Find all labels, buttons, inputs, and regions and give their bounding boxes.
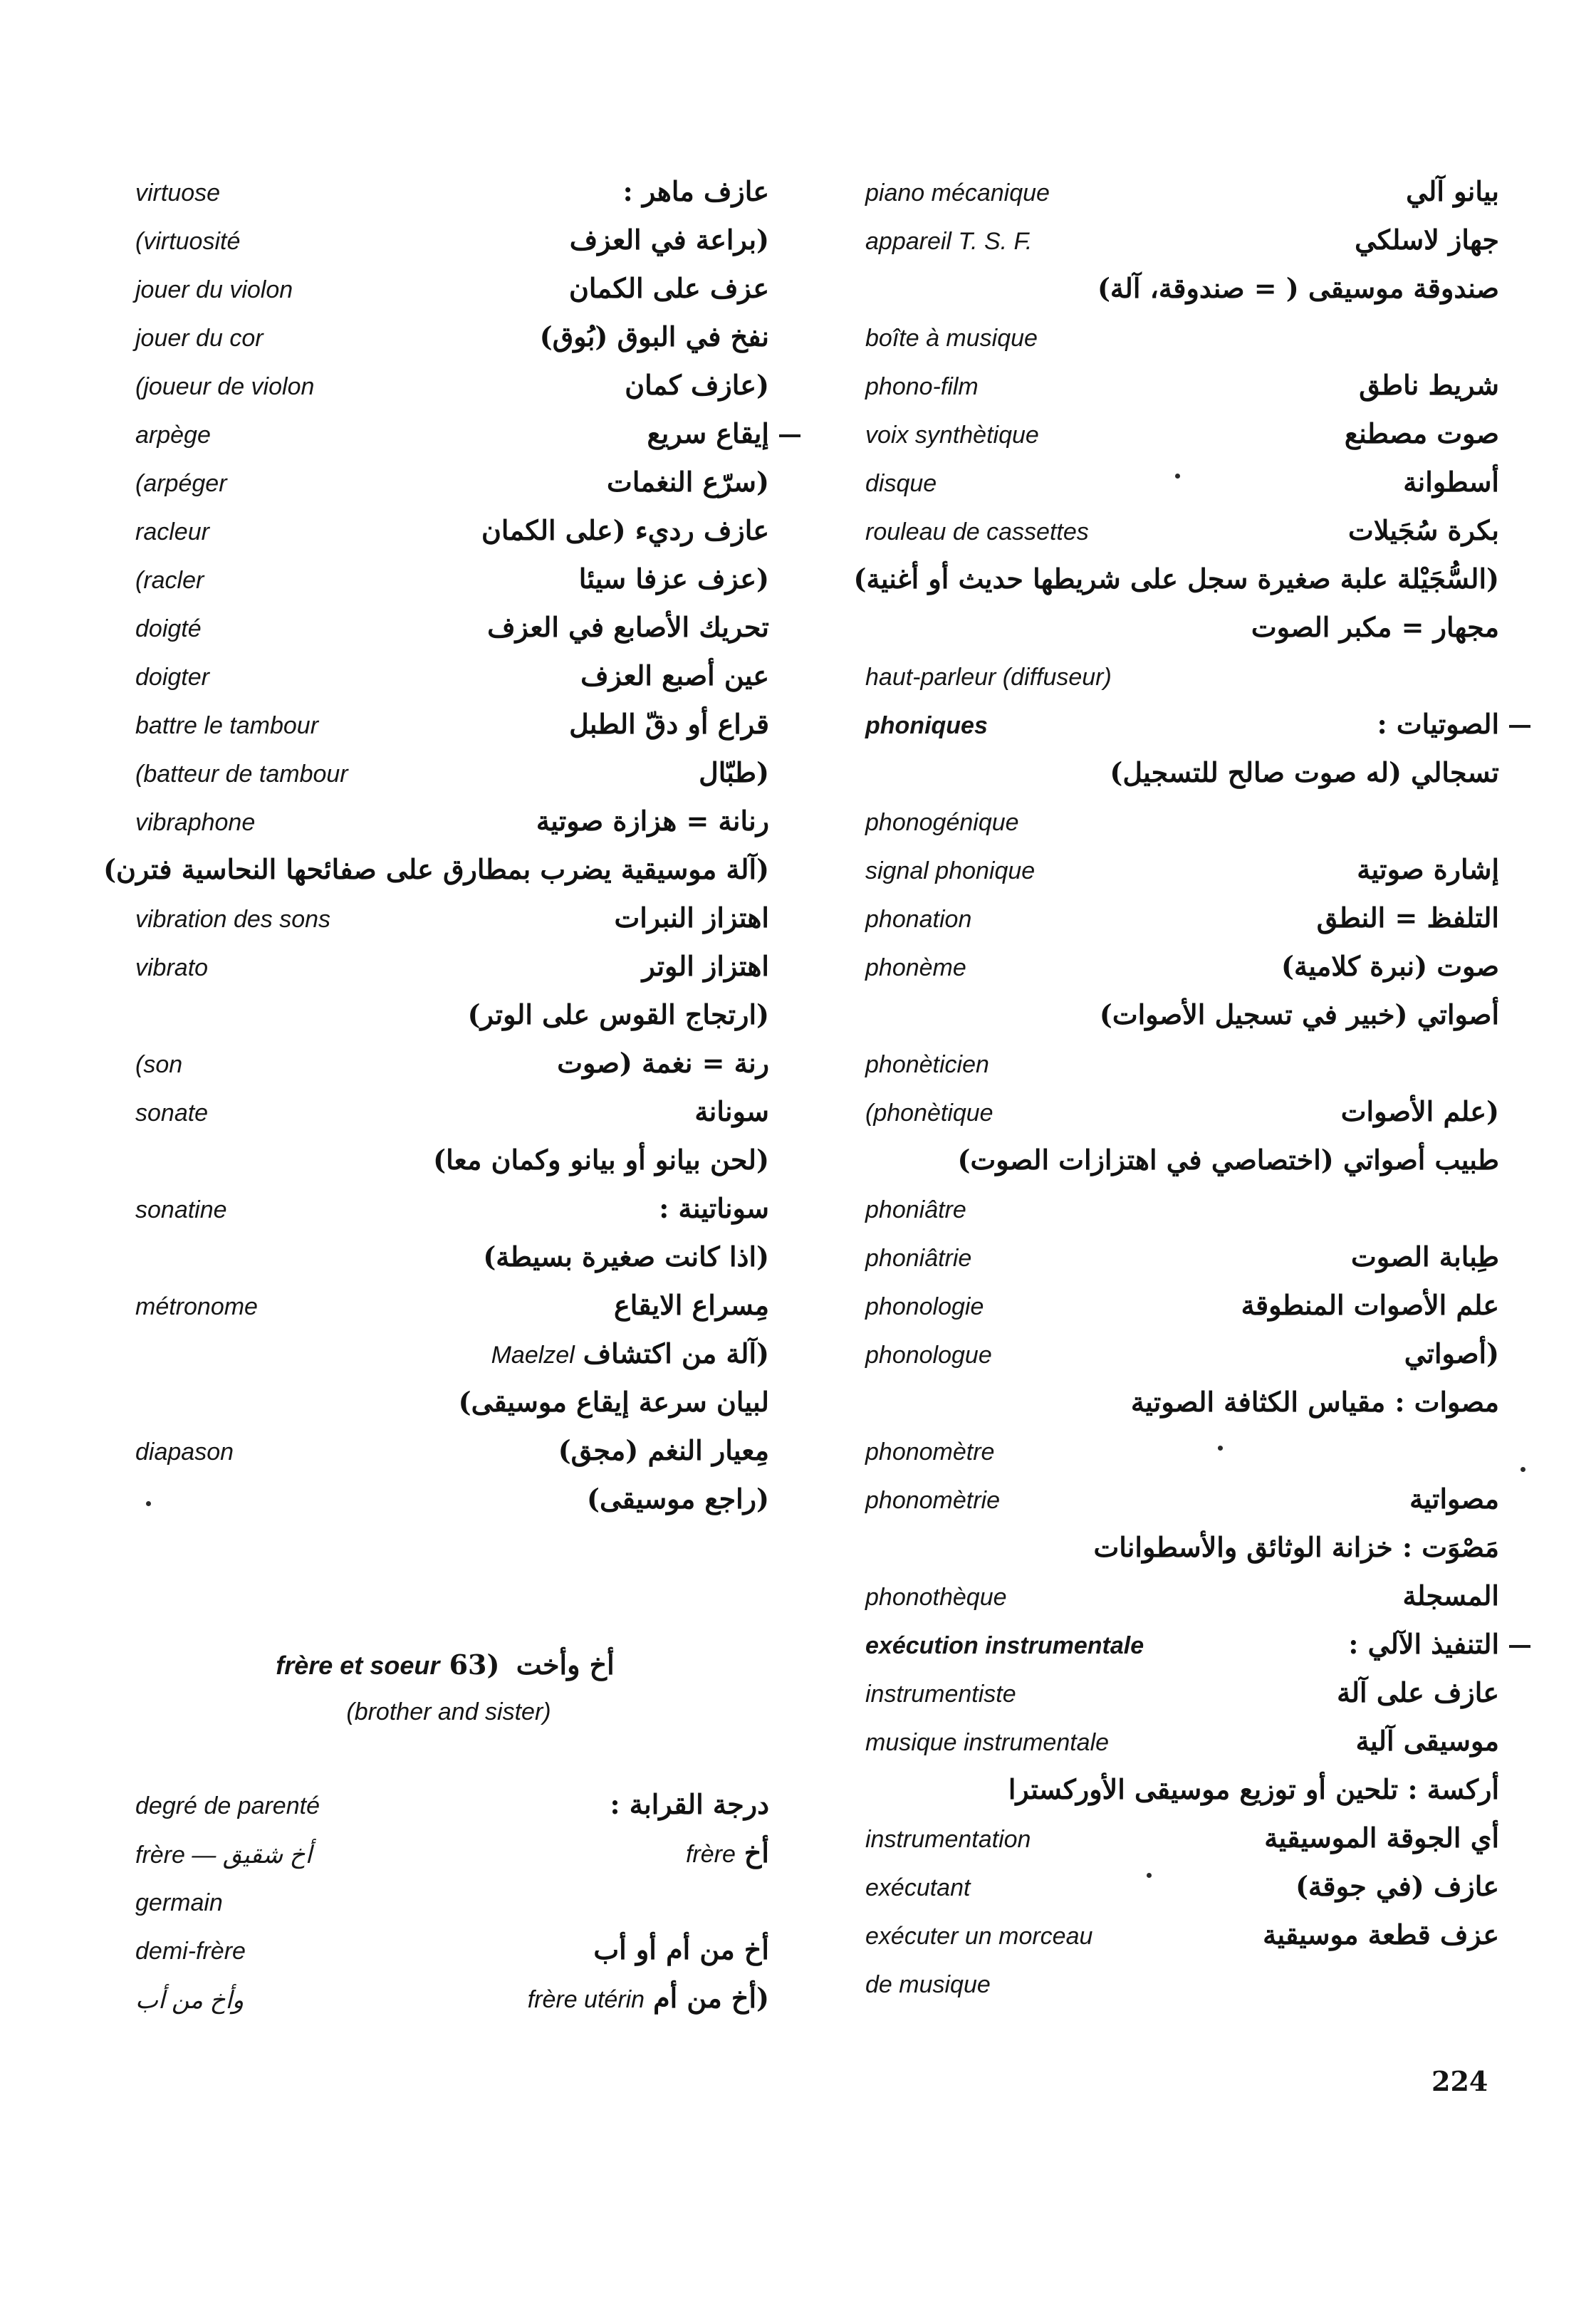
arabic-text: درجة القرابة :: [610, 1788, 769, 1820]
arabic-term: [958, 1144, 1499, 1176]
entry-row: [858, 994, 1499, 1043]
arabic-term: [614, 1289, 769, 1321]
entry-row: [853, 558, 1499, 607]
entry-row: [128, 994, 769, 1043]
entry-row: [858, 316, 1499, 365]
entry-row: [128, 1929, 769, 1978]
entry-row: [128, 1382, 769, 1430]
french-term: musique instrumentale: [865, 1729, 1110, 1756]
arabic-term: [570, 224, 769, 256]
arabic-term: [610, 1788, 769, 1820]
left-column: [103, 171, 769, 1527]
arabic-term: [569, 272, 769, 304]
entry-row: [128, 171, 769, 219]
entry-row: [128, 1978, 769, 2026]
french-term: exécution instrumentale: [865, 1632, 1144, 1659]
inline-french: frère: [685, 1841, 736, 1868]
entry-row: [858, 1720, 1499, 1769]
french-term: battre le tambour: [135, 712, 319, 739]
arabic-text: مصواتية: [1409, 1483, 1499, 1515]
entry-row: [858, 1139, 1499, 1188]
entry-row: [858, 268, 1499, 316]
entry-row: [128, 268, 769, 316]
arabic-term: [579, 563, 769, 595]
french-term: phoniques: [865, 712, 988, 739]
entry-row: [128, 946, 769, 994]
entry-row: [858, 1188, 1499, 1236]
entry-row: [858, 413, 1499, 461]
entry-row: [128, 1784, 769, 1832]
arabic-text: نفخ في البوق (بُوق): [539, 320, 769, 352]
arabic-term: [1251, 611, 1499, 643]
arabic-term: [528, 1982, 769, 2014]
arabic-term: [1093, 1531, 1499, 1563]
arabic-text: أركسة : تلحين أو توزيع موسيقى الأوركسترا: [1008, 1773, 1499, 1805]
arabic-term: [580, 659, 769, 691]
arabic-text: صندوقة موسيقى ( = صندوقة، آلة): [1097, 272, 1499, 304]
french-term: (arpéger: [135, 470, 227, 497]
arabic-text: مِسراع الايقاع: [614, 1289, 769, 1321]
arabic-term: [1355, 224, 1499, 256]
arabic-text: عازف ماهر :: [622, 175, 769, 207]
arabic-term: [1359, 369, 1499, 401]
arabic-text: عازف رديء (على الكمان: [481, 514, 769, 546]
entry-row: [858, 1478, 1499, 1527]
entry-row: [858, 1769, 1499, 1817]
arabic-term: [1097, 272, 1499, 304]
arabic-term: [1281, 950, 1499, 982]
arabic-term: [853, 563, 1499, 595]
print-speck: [1147, 1873, 1152, 1878]
french-term: (joueur de violon: [135, 373, 315, 400]
arabic-term: [433, 1144, 769, 1176]
entry-row: [128, 1478, 769, 1527]
french-term: de musique: [865, 1971, 991, 1998]
arabic-text: (أخ من أم: [653, 1982, 769, 2014]
french-term: (batteur de tambour: [135, 761, 348, 788]
arabic-term: [647, 417, 769, 449]
entry-row: [858, 704, 1499, 752]
print-speck: [1218, 1446, 1223, 1451]
entry-row: [858, 1285, 1499, 1333]
arabic-text: أخ من أم أو أب: [593, 1933, 769, 1965]
section-dash: [779, 434, 800, 437]
arabic-text: عازف على آلة: [1337, 1676, 1499, 1708]
french-term: haut-parleur (diffuseur): [865, 664, 1112, 691]
arabic-term: [607, 466, 769, 498]
french-term: phonomètrie: [865, 1487, 1001, 1514]
arabic-term: [1356, 1725, 1499, 1757]
arabic-term: [491, 1337, 769, 1369]
arabic-term: [623, 175, 769, 207]
entry-row: [858, 1091, 1499, 1139]
entry-row: [128, 219, 769, 268]
entry-row: [858, 365, 1499, 413]
entry-row: [858, 510, 1499, 558]
entry-row: [128, 607, 769, 655]
arabic-text: عازف (في جوقة): [1295, 1870, 1499, 1902]
arabic-text: اهتزاز النبرات: [614, 902, 769, 934]
french-term: phoniâtrie: [865, 1245, 972, 1272]
arabic-text: إيقاع سريع: [647, 417, 769, 449]
entry-row: [128, 510, 769, 558]
french-term: phonèticien: [865, 1051, 989, 1078]
arabic-term: [1345, 417, 1499, 449]
arabic-text: تسجالي (له صوت صالح للتسجيل): [1110, 756, 1499, 788]
arabic-text: اهتزاز الوتر: [642, 950, 769, 982]
arabic-term: [1341, 1095, 1499, 1127]
entry-row: [858, 1333, 1499, 1382]
arabic-text: مِعيار النغم (مجق): [558, 1434, 769, 1466]
french-term: germain: [135, 1889, 223, 1916]
section-heading-fr: frère et soeur: [276, 1651, 440, 1680]
arabic-term: [1348, 514, 1499, 546]
entry-row: [858, 1043, 1499, 1091]
french-term: (son: [135, 1051, 183, 1078]
french-term: exécutant: [865, 1874, 971, 1901]
french-term: exécuter un morceau: [865, 1923, 1093, 1950]
right-column: [853, 171, 1499, 2011]
arabic-term: [593, 1933, 769, 1965]
arabic-term: [487, 611, 769, 643]
entry-row: [858, 1382, 1499, 1430]
arabic-term: [103, 853, 769, 885]
french-term: phonogénique: [865, 809, 1019, 836]
entry-row: [858, 1963, 1499, 2011]
arabic-term: [569, 708, 769, 740]
arabic-term: [1403, 1579, 1500, 1612]
arabic-term: [1100, 998, 1499, 1030]
arabic-term: [614, 902, 769, 934]
french-term: disque: [865, 470, 937, 497]
entry-row: [128, 800, 769, 849]
french-term: rouleau de cassettes: [865, 518, 1089, 545]
arabic-text: (علم الأصوات: [1340, 1095, 1499, 1127]
arabic-text: (أصواتي: [1404, 1337, 1499, 1369]
french-term: piano mécanique: [865, 179, 1050, 207]
arabic-text: طبيب أصواتي (اختصاصي في اهتزازات الصوت): [957, 1144, 1499, 1176]
entry-row: [128, 752, 769, 800]
arabic-text: موسيقى آلية: [1355, 1725, 1499, 1757]
entry-row: [858, 655, 1499, 704]
entry-row: [858, 1236, 1499, 1285]
arabic-term: [1131, 1386, 1499, 1418]
arabic-term: [1403, 466, 1499, 498]
entry-row: [858, 1817, 1499, 1866]
french-term: racleur: [135, 518, 209, 545]
french-term: appareil T. S. F.: [865, 228, 1033, 255]
section-heading: [128, 1649, 769, 1681]
french-term: phonomètre: [865, 1438, 995, 1466]
arabic-text: (عزف عزفا سيئا: [578, 563, 769, 595]
arabic-term: [1348, 1628, 1499, 1660]
arabic-term: [587, 1483, 769, 1515]
arabic-text: أسطوانة: [1403, 466, 1499, 498]
arabic-term: [1409, 1483, 1499, 1515]
arabic-term: [1263, 1918, 1499, 1950]
french-term: vibrato: [135, 954, 209, 981]
entry-row: [858, 1575, 1499, 1624]
french-term: phonologue: [865, 1342, 992, 1369]
inline-french: Maelzel: [491, 1342, 575, 1369]
arabic-term: [558, 1434, 769, 1466]
entry-row: [128, 704, 769, 752]
arabic-text: (لحن بيانو أو بيانو وكمان معا): [433, 1144, 769, 1176]
entry-row: [858, 1866, 1499, 1914]
section-dash: [1509, 725, 1530, 728]
entry-row: [858, 607, 1499, 655]
french-term: instrumentiste: [865, 1681, 1016, 1708]
entry-row: [128, 1091, 769, 1139]
entry-row: [128, 1043, 769, 1091]
entry-row: [128, 1236, 769, 1285]
arabic-text: (براعة في العزف: [569, 224, 769, 256]
arabic-term: [694, 1095, 769, 1127]
arabic-term: [557, 1047, 769, 1079]
french-term: jouer du cor: [135, 325, 264, 352]
arabic-text: التنفيذ الآلي :: [1348, 1628, 1499, 1660]
arabic-text: تحريك الأصابع في العزف: [487, 611, 769, 643]
arabic-text: (راجع موسيقى): [587, 1483, 769, 1515]
french-term: sonatine: [135, 1196, 227, 1223]
arabic-text: قراع أو دقّ الطبل: [569, 708, 769, 740]
arabic-text: التلفظ = النطق: [1316, 902, 1499, 934]
french-term: frère — أخ شقيق: [135, 1842, 312, 1869]
arabic-text: شريط ناطق: [1359, 369, 1499, 401]
arabic-text: سونانة: [694, 1095, 769, 1127]
arabic-term: [1404, 1337, 1499, 1369]
arabic-term: [1264, 1822, 1499, 1854]
print-speck: [146, 1501, 151, 1506]
arabic-text: مجهار = مكبر الصوت: [1251, 611, 1499, 643]
french-term: وأخ من أب: [135, 1987, 244, 2014]
arabic-text: عزف قطعة موسيقية: [1263, 1918, 1499, 1950]
arabic-text: إشارة صوتية: [1357, 853, 1499, 885]
arabic-term: [1406, 175, 1499, 207]
entry-row: [858, 1914, 1499, 1963]
arabic-text: (ارتجاج القوس على الوتر): [467, 998, 769, 1030]
french-term: instrumentation: [865, 1826, 1031, 1853]
left-column-2: [128, 1784, 769, 2026]
french-term: (phonètique: [865, 1100, 993, 1127]
french-term: signal phonique: [865, 857, 1036, 884]
arabic-text: عزف على الكمان: [569, 272, 769, 304]
arabic-term: [1317, 902, 1499, 934]
entry-row: [858, 800, 1499, 849]
french-term: phono-film: [865, 373, 979, 400]
entry-row: [858, 897, 1499, 946]
section-subtitle: (brother and sister): [346, 1698, 551, 1725]
arabic-term: [1337, 1676, 1499, 1708]
arabic-term: [686, 1837, 769, 1869]
arabic-term: [1008, 1773, 1499, 1805]
entry-row: [128, 365, 769, 413]
french-term: jouer du violon: [135, 276, 293, 303]
french-term: doigter: [135, 664, 209, 691]
arabic-text: رنانة = هزازة صوتية: [536, 805, 769, 837]
entry-row: [128, 1430, 769, 1478]
french-term: demi-frère: [135, 1938, 246, 1965]
french-term: virtuose: [135, 179, 221, 207]
arabic-term: [1377, 708, 1499, 740]
arabic-text: أي الجوقة الموسيقية: [1264, 1822, 1499, 1854]
french-term: boîte à musique: [865, 325, 1038, 352]
arabic-text: صوت (نبرة كلامية): [1281, 950, 1499, 982]
arabic-term: [642, 950, 769, 982]
arabic-text: لبيان سرعة إيقاع موسيقى): [458, 1386, 769, 1418]
arabic-term: [468, 998, 769, 1030]
arabic-term: [659, 1192, 769, 1224]
french-term: vibration des sons: [135, 906, 331, 933]
section-number: (63: [449, 1649, 500, 1681]
entry-row: [858, 1624, 1499, 1672]
arabic-text: طِبابة الصوت: [1351, 1241, 1499, 1273]
entry-row: [128, 897, 769, 946]
french-term: phonothèque: [865, 1584, 1007, 1611]
entry-row: [858, 1527, 1499, 1575]
entry-row: [128, 1139, 769, 1188]
arabic-text: (آلة موسيقية يضرب بمطارق على صفائحها النحاسية فترن): [103, 853, 769, 885]
arabic-text: (آلة من اكتشاف: [583, 1337, 769, 1369]
french-term: phonation: [865, 906, 972, 933]
inline-french: frère utérin: [527, 1986, 645, 2013]
entry-row: [128, 1188, 769, 1236]
arabic-term: [459, 1386, 769, 1418]
french-term: phoniâtre: [865, 1196, 966, 1223]
entry-row: [858, 219, 1499, 268]
entry-row: [858, 1672, 1499, 1720]
entry-row: [858, 171, 1499, 219]
print-speck: [1521, 1467, 1525, 1472]
arabic-term: [1351, 1241, 1499, 1273]
arabic-text: عين أصبع العزف: [580, 659, 769, 691]
entry-row: [128, 558, 769, 607]
french-term: vibraphone: [135, 809, 256, 836]
entry-row: [128, 1832, 769, 1881]
arabic-text: جهاز لاسلكي: [1355, 224, 1499, 256]
arabic-term: [540, 320, 769, 352]
arabic-term: [699, 756, 769, 788]
arabic-text: بكرة سُجَيلات: [1348, 514, 1499, 546]
entry-row: [128, 1881, 769, 1929]
entry-row: [128, 461, 769, 510]
arabic-term: [481, 514, 769, 546]
arabic-text: أصواتي (خبير في تسجيل الأصوات): [1099, 998, 1499, 1030]
arabic-text: المسجلة: [1402, 1579, 1499, 1612]
arabic-text: سوناتينة :: [659, 1192, 769, 1224]
entry-row: [103, 849, 769, 897]
entry-row: [858, 946, 1499, 994]
french-term: (racler: [135, 567, 204, 594]
entry-row: [128, 1333, 769, 1382]
french-term: phonologie: [865, 1293, 984, 1320]
arabic-text: (عازف كمان: [625, 369, 769, 401]
entry-row: [858, 752, 1499, 800]
entry-row: [858, 461, 1499, 510]
section-heading-ar: أخ وأخت: [516, 1649, 615, 1681]
arabic-text: مصوات : مقياس الكثافة الصوتية: [1130, 1386, 1499, 1418]
arabic-term: [483, 1241, 769, 1273]
entry-row: [858, 849, 1499, 897]
arabic-text: رنة = نغمة (صوت: [557, 1047, 769, 1079]
entry-row: [128, 413, 769, 461]
french-term: arpège: [135, 422, 211, 449]
entry-row: [858, 1430, 1499, 1478]
arabic-term: [536, 805, 769, 837]
arabic-text: (اذا كانت صغيرة بسيطة): [483, 1241, 769, 1273]
arabic-term: [625, 369, 769, 401]
arabic-term: [1295, 1870, 1499, 1902]
section-dash: [1509, 1645, 1530, 1648]
french-term: voix synthètique: [865, 422, 1039, 449]
entry-row: [128, 316, 769, 365]
french-term: sonate: [135, 1100, 209, 1127]
french-term: diapason: [135, 1438, 234, 1466]
entry-row: [128, 1285, 769, 1333]
arabic-text: مَصْوَت : خزانة الوثائق والأسطوانات: [1093, 1531, 1499, 1563]
print-speck: [1175, 474, 1180, 479]
arabic-text: بيانو آلي: [1406, 175, 1499, 207]
arabic-text: صوت مصطنع: [1344, 417, 1499, 449]
arabic-text: (السُّجَيْلة علبة صغيرة سجل على شريطها حديث أو أغنية): [853, 563, 1499, 595]
arabic-term: [1357, 853, 1499, 885]
french-term: métronome: [135, 1293, 258, 1320]
arabic-term: [1110, 756, 1499, 788]
arabic-text: (سرّع النغمات: [607, 466, 769, 498]
french-term: doigté: [135, 615, 202, 642]
page-number: 224: [1431, 2065, 1488, 2097]
french-term: phonème: [865, 954, 966, 981]
arabic-text: أخ: [744, 1837, 769, 1869]
arabic-text: علم الأصوات المنطوقة: [1241, 1289, 1499, 1321]
french-term: degré de parenté: [135, 1792, 320, 1819]
arabic-text: (طبّال: [699, 756, 769, 788]
arabic-term: [1241, 1289, 1499, 1321]
arabic-text: الصوتيات :: [1377, 708, 1499, 740]
entry-row: [128, 655, 769, 704]
french-term: (virtuosité: [135, 228, 241, 255]
